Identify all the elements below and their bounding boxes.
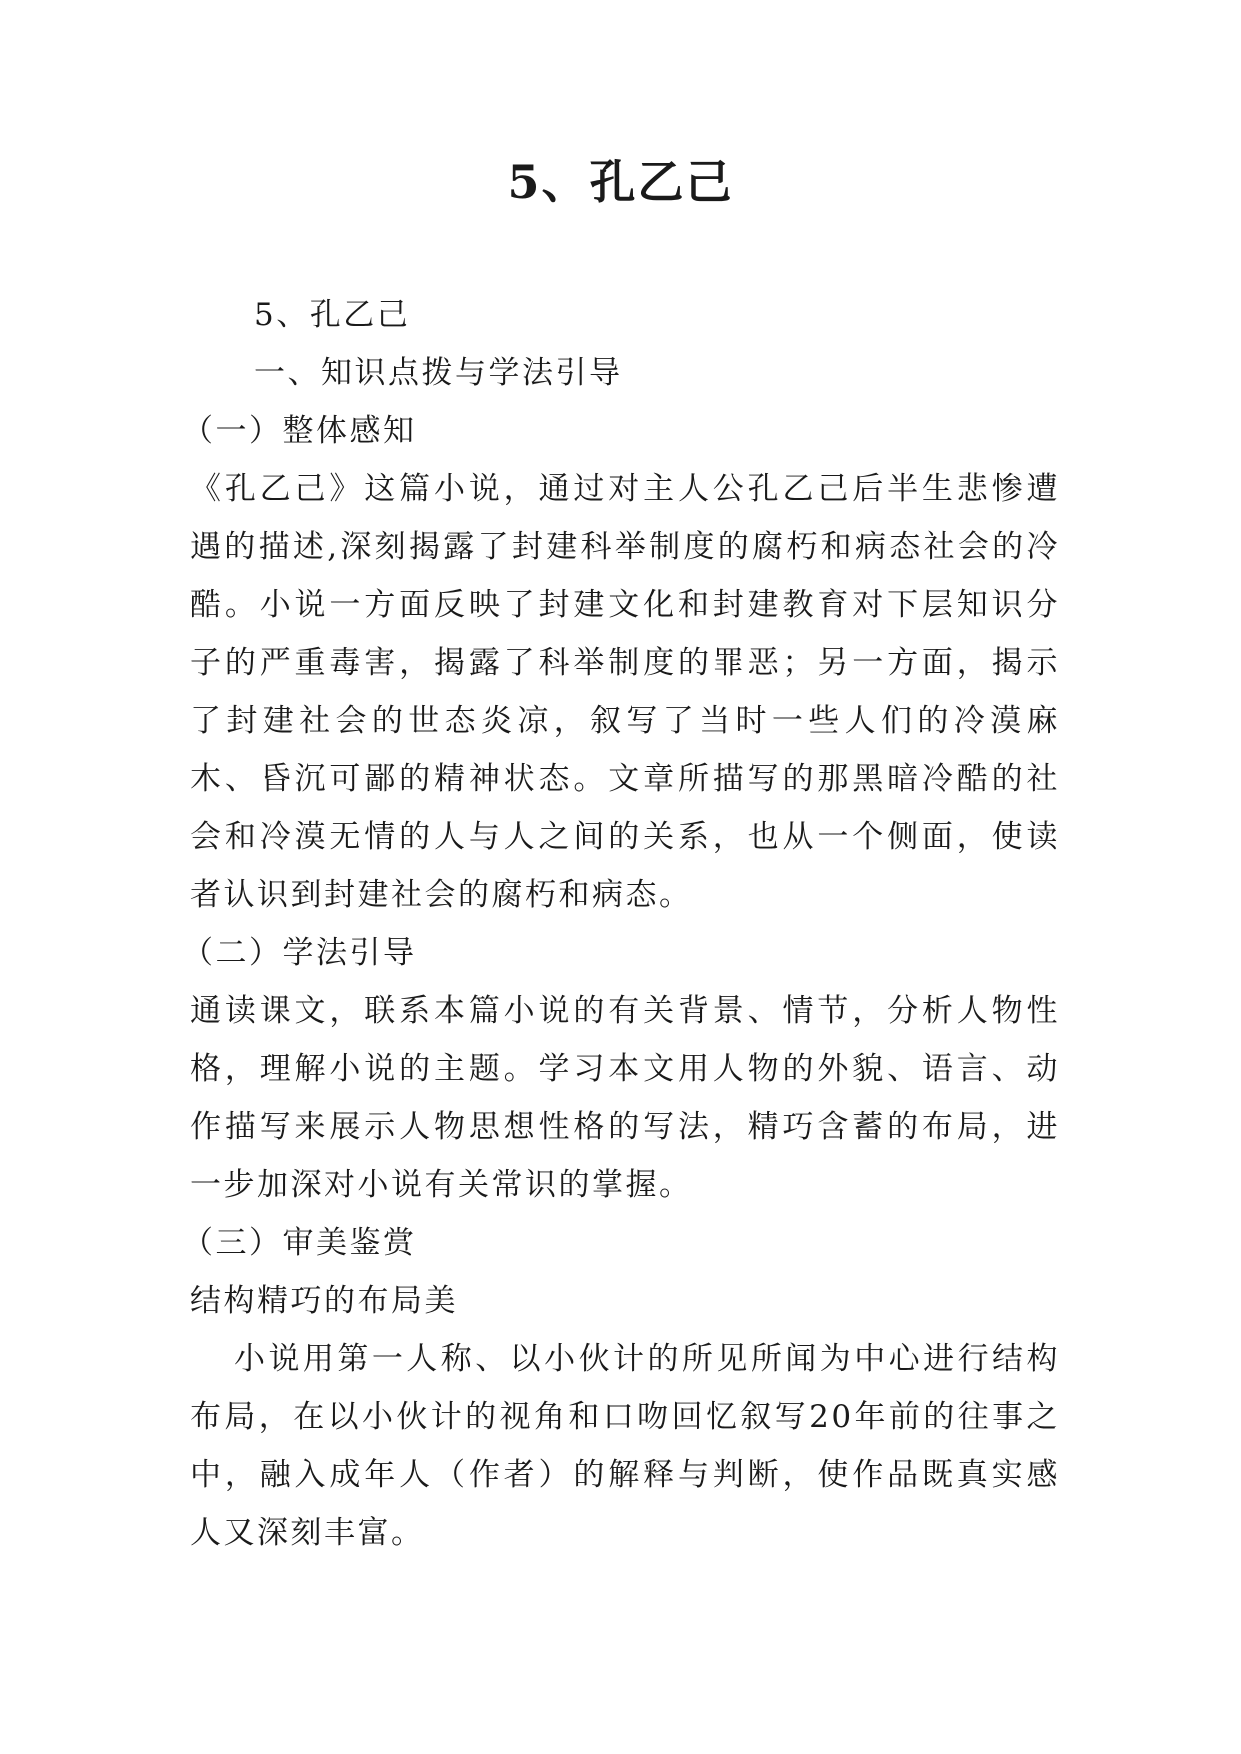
part3-subheading: 结构精巧的布局美 [190,1283,458,1319]
lesson-subtitle: 5、孔乙己 [254,297,411,333]
section-heading: 一、知识点拨与学法引导 [254,355,623,391]
page-title: 5、孔乙己 [507,155,734,209]
part3-heading: （三）审美鉴赏 [182,1225,417,1261]
part1-paragraph: 《孔乙己》这篇小说，通过对主人公孔乙己后半生悲惨遭遇的描述,深刻揭露了封建科举制度的腐朽和病态社会的冷酷。小说一方面反映了封建文化和封建教育对下层知识分子的严重毒害，揭露了科举制度的罪恶；另一方面，揭示了封建社会的世态炎凉，叙写了当时一些人们的冷漠麻木、昏沉可鄙的精神状态。文章所描写的那黑暗冷酷的社会和冷漠无情的人与人之间的关系，也从一个侧面，使读者认识到封建社会的腐朽和病态。 [190,471,1060,913]
part3-paragraph: 小说用第一人称、以小伙计的所见所闻为中心进行结构布局，在以小伙计的视角和口吻回忆叙写20年前的往事之中，融入成年人（作者）的解释与判断，使作品既真实感人又深刻丰富。 [190,1341,1060,1551]
document-body [182,286,1060,1562]
part1-heading: （一）整体感知 [182,413,417,449]
part2-paragraph: 通读课文，联系本篇小说的有关背景、情节，分析人物性格，理解小说的主题。学习本文用人物的外貌、语言、动作描写来展示人物思想性格的写法，精巧含蓄的布局，进一步加深对小说有关常识的掌握。 [190,993,1060,1203]
part2-heading: （二）学法引导 [182,935,417,971]
